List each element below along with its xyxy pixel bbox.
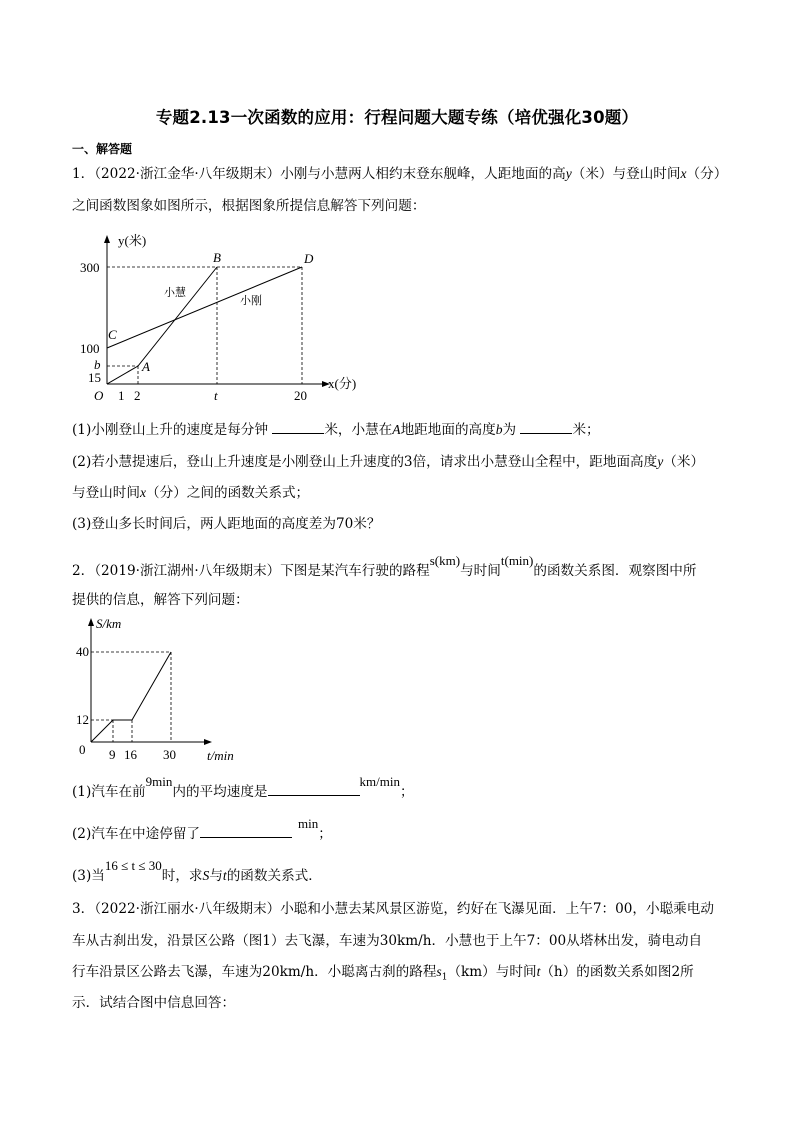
q2-stem-line2: 提供的信息，解答下列问题： [72,592,249,608]
q1-y-label: y(米) [118,233,147,248]
q1-sub1-blank1[interactable] [272,421,324,434]
q2-y-label: S/km [96,616,122,631]
q3-stem-line1: 3．（2022·浙江丽水·八年级期末）小聪和小慧去某风景区游览，约好在飞瀑见面．上午7：00，小聪乘电动 [72,901,714,917]
q1-stem-line2: 之间函数图象如图所示，根据图象所提信息解答下列问题： [72,198,426,214]
page-title: 专题2.13一次函数的应用：行程问题大题专练（培优强化30题） [155,108,639,127]
q1-tick-15: 15 [88,370,101,385]
q3-stem-line3: 行车沿景区公路去飞瀑，车速为20km/h．小聪离古刹的路程$s_1(km)$与时间t（h）的函数关系如图2所 [72,964,694,983]
q1-tick-20: 20 [294,388,307,403]
q1-tick-100: 100 [80,341,100,356]
q1-graph [80,226,357,406]
q2-y-arrow [88,618,94,626]
q1-x-label: x(分) [328,376,357,391]
q2-graph [76,614,246,764]
q2-tick-9: 9 [109,747,116,762]
q1-tick-t: t [214,388,218,403]
q2-origin: 0 [79,742,86,757]
q2-x-label: t/min [207,748,234,763]
q1-label-xiaohui: 小慧 [164,287,186,299]
q1-sub2-line2: 与登山时间x（分）之间的函数关系式； [72,485,310,501]
q2-stem-line1: 2．（2019·浙江湖州·八年级期末）下图是某汽车行驶的路程s(km)与时间t(min)的函数关系图．观察图中所 [72,553,697,579]
q2-sub1-blank[interactable] [268,783,360,796]
q1-point-C: C [108,327,117,342]
q2-sub2-blank[interactable] [200,825,292,838]
q1-line-xiaogang [107,267,302,348]
q2-sub2: (2)汽车在中途停留了min； [72,816,332,842]
q1-origin: O [94,388,104,403]
q2-x-arrow [204,739,212,745]
q2-sub1: (1)汽车在前9min内的平均速度是km/min； [72,774,414,800]
q1-point-D: D [304,251,314,266]
q1-sub2-line1: (2)若小慧提速后，登山上升速度是小刚登山上升速度的3倍，请求出小慧登山全程中，距地面高度y（米） [72,454,705,470]
q1-point-B: B [213,250,221,265]
section-heading: 一、解答题 [72,142,133,156]
q3-stem-line2: 车从古刹出发，沿景区公路（图1）去飞瀑，车速为30km/h．小慧也于上午7：00从塔林出发，骑电动自 [72,933,703,949]
q1-stem-line1: 1．（2022·浙江金华·八年级期末）小刚与小慧两人相约末登东舰峰，人距地面的高y（米）与登山时间x（分） [72,166,728,182]
q2-tick-16: 16 [124,747,137,762]
q1-tick-b: b [94,357,101,372]
q1-tick-300: 300 [80,260,100,275]
q2-tick-40: 40 [76,644,89,659]
q3-stem-line4: 示．试结合图中信息回答： [72,995,236,1011]
q1-label-xiaogang: 小刚 [240,295,262,307]
q1-tick-2: 2 [134,388,141,403]
q1-tick-1: 1 [118,388,125,403]
q2-tick-12: 12 [76,712,89,727]
q1-point-A: A [142,359,150,374]
q1-y-arrow [104,235,110,243]
q1-sub3: (3)登山多长时间后，两人距地面的高度差为70米？ [72,516,381,532]
q2-graph-line [91,652,171,742]
q2-sub3: (3)当16 ≤ t ≤ 30时，求S与t的函数关系式． [72,858,322,884]
q1-sub1: (1)小刚登山上升的速度是每分钟 米，小慧在A地距地面的高度b为 米； [72,422,600,438]
q2-tick-30: 30 [163,747,176,762]
q1-sub1-blank2[interactable] [520,421,572,434]
